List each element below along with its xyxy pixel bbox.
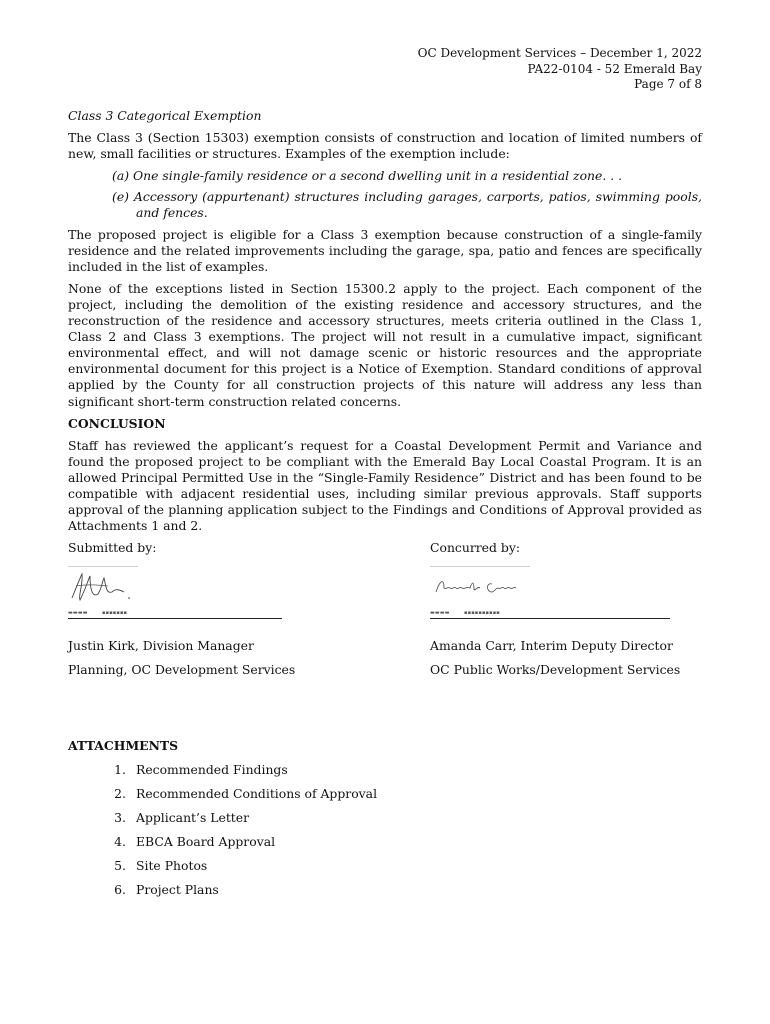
submitted-by-label: Submitted by: [68, 540, 157, 556]
page-header [418, 46, 702, 93]
signature-top-rule [430, 566, 530, 567]
eligibility-paragraph: The proposed project is eligible for a Class 3 exemption because construction of a single-family residence and the related improvements including the garage, spa, patio and fences are specifically included in the list of examples. [68, 226, 702, 274]
amanda-carr-signature [430, 568, 540, 602]
signature-top-rule [68, 566, 138, 567]
exemption-example-a: (a) One single-family residence or a second dwelling unit in a residential zone. . . [112, 168, 623, 184]
exemption-example-e: (e) Accessory (appurtenant) structures including garages, carports, patios, swimming pools, and fences. [112, 189, 702, 221]
list-item-number: 1. [114, 762, 126, 778]
list-item-number: 2. [114, 786, 126, 802]
list-item-label: EBCA Board Approval [136, 834, 276, 850]
list-item-number: 3. [114, 810, 126, 826]
conclusion-paragraph: Staff has reviewed the applicant’s request for a Coastal Development Permit and Variance and found the proposed project to be compliant with the Emerald Bay Local Coastal Program. It is an allowed Principal Permitted Use in the “Single-Family Residence” District and has been found to be compatible with adjacent residential uses, including similar previous approvals. Staff supports approval of the planning application subject to the Findings and Conditions of Approval provided as Attachments 1 and 2. [68, 437, 702, 534]
header-agency-date: OC Development Services – December 1, 2022 [417, 46, 702, 60]
header-page-number: Page 7 of 8 [634, 77, 702, 91]
justin-kirk-signature [68, 568, 148, 608]
concurred-by-label: Concurred by: [430, 540, 520, 556]
list-item-number: 5. [114, 858, 126, 874]
list-item [68, 810, 702, 834]
list-item [68, 762, 702, 786]
conclusion-heading: CONCLUSION [68, 415, 166, 431]
concurred-signature-line [430, 618, 670, 619]
concurred-by-name: Amanda Carr, Interim Deputy Director [430, 638, 673, 654]
exceptions-paragraph: None of the exceptions listed in Section 15300.2 apply to the project. Each component of the project, including the demolition of the existing residence and accessory structures, and the reconstruction of the residence and accessory structures, meets criteria outlined in the Class 1, Class 2 and Class 3 exemptions. The project will not result in a cumulative impact, significant environmental effect, and will not damage scenic or historic resources and the appropriate environmental document for this project is a Notice of Exemption. Standard conditions of approval applied by the County for all construction projects of this nature will address any less than significant short-term construction related concerns. [68, 280, 702, 409]
concurred-by-department: OC Public Works/Development Services [430, 662, 681, 678]
list-item-label: Applicant’s Letter [136, 810, 250, 826]
list-item [68, 834, 702, 858]
exemption-intro: The Class 3 (Section 15303) exemption consists of construction and location of limited numbers of new, small facilities or structures. Examples of the exemption include: [68, 130, 702, 162]
concurred-by-column [430, 540, 690, 686]
attachments-list [68, 762, 702, 906]
list-item [68, 882, 702, 906]
submitted-by-name: Justin Kirk, Division Manager [68, 638, 254, 654]
attachments-heading: ATTACHMENTS [68, 738, 179, 754]
submitted-by-department: Planning, OC Development Services [68, 662, 296, 678]
submitted-signature-stamp: ▬▬▬▬ ▪▪▪▪▪▪▪ [68, 610, 128, 617]
list-item-label: Recommended Findings [136, 762, 288, 778]
concurred-signature-stamp: ▬▬▬▬ ▪▪▪▪▪▪▪▪▪▪ [430, 610, 500, 617]
submitted-by-column [68, 540, 328, 686]
submitted-signature-line [68, 618, 282, 619]
list-item-number: 6. [114, 882, 126, 898]
list-item [68, 786, 702, 810]
submitted-signature-area [68, 566, 328, 626]
header-case-number: PA22-0104 - 52 Emerald Bay [527, 61, 702, 76]
list-item-label: Recommended Conditions of Approval [136, 786, 378, 802]
list-item [68, 858, 702, 882]
list-item-label: Project Plans [136, 882, 219, 898]
concurred-signature-area [430, 566, 690, 626]
exemption-heading: Class 3 Categorical Exemption [68, 108, 262, 123]
signature-block [68, 540, 702, 700]
list-item-number: 4. [114, 834, 126, 850]
list-item-label: Site Photos [136, 858, 208, 874]
document-body [68, 108, 702, 906]
